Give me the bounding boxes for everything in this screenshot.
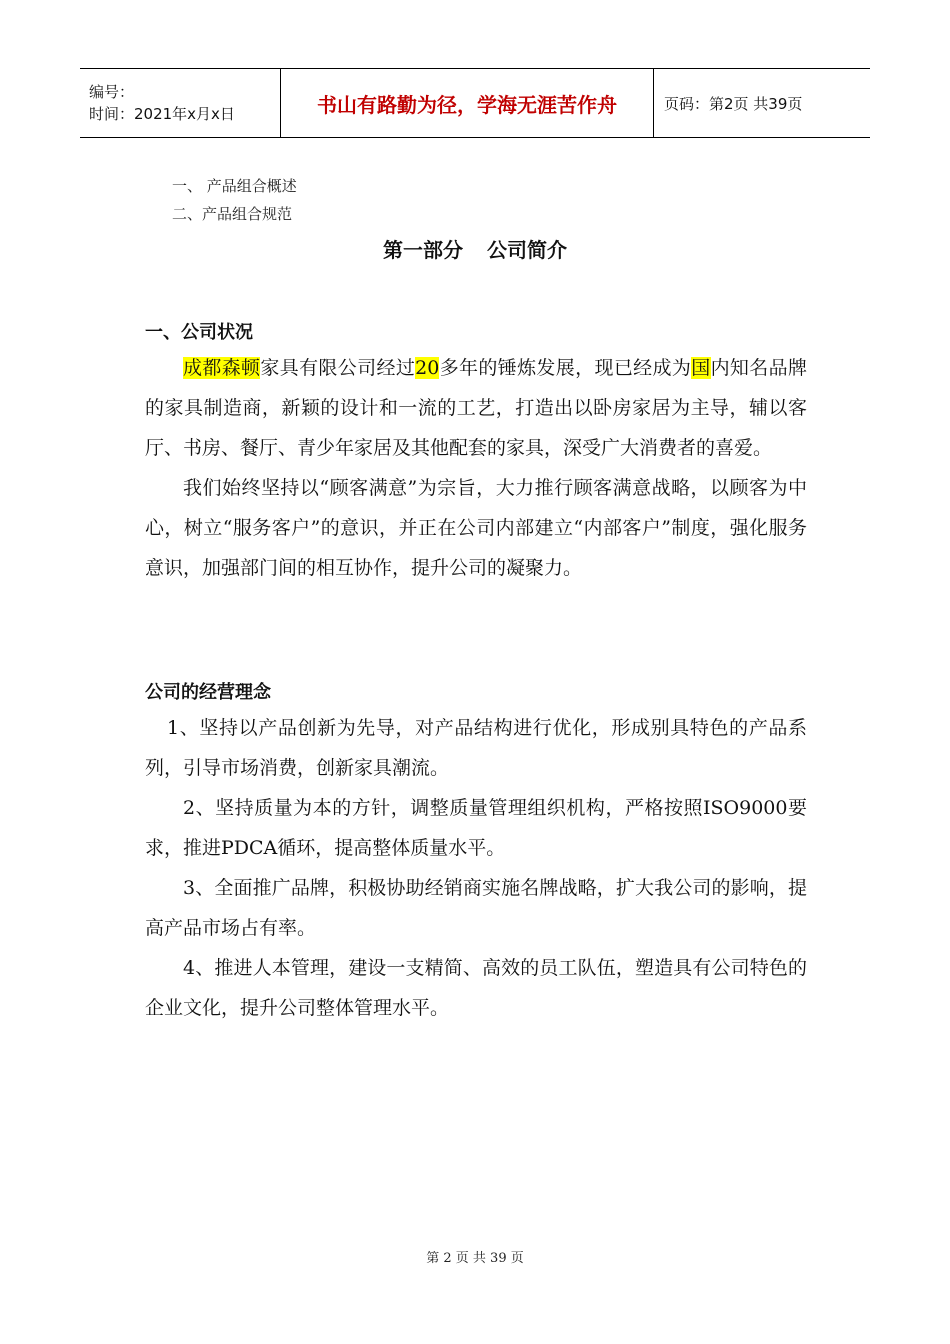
philosophy-list [145,708,807,1028]
paragraph-customer: 我们始终坚持以“顾客满意”为宗旨，大力推行顾客满意战略，以顾客为中心，树立“服务客户”的意识，并正在公司内部建立“内部客户”制度，强化服务意识，加强部门间的相互协作，提升公司的凝聚力。 [145,477,807,579]
highlight-company-name: 成都森顿 [183,357,261,379]
highlight-years: 20 [415,357,440,379]
philosophy-item: 3、全面推广品牌，积极协助经销商实施名牌战略，扩大我公司的影响，提高产品市场占有率。 [145,877,807,939]
document-header [80,68,870,138]
section-heading-status: 一、公司状况 [145,322,253,343]
section-heading-philosophy: 公司的经营理念 [145,682,271,703]
header-motto [281,69,654,137]
intro-text-3: 内知名品牌的家具制造商，新颖的设计和一流的工艺，打造出以卧房家居为主导，辅以客厅、书房、餐厅、青少年家居及其他配套的家具，深受广大消费者的喜爱。 [145,357,807,459]
paragraph-intro [145,348,807,468]
part-name: 公司简介 [487,238,567,262]
page-info-text: 页码：第2页 共39页 [664,94,803,113]
highlight-char: 国 [691,357,711,379]
motto-text: 书山有路勤为径，学海无涯苦作舟 [317,92,617,117]
part-number: 第一部分 [383,238,463,262]
time-label: 时间：2021年x月x日 [89,105,235,123]
number-label: 编号： [89,83,135,101]
philosophy-item: 1、坚持以产品创新为先导，对产品结构进行优化，形成别具特色的产品系列，引导市场消费，创新家具潮流。 [145,717,807,779]
intro-text-1: 家具有限公司经过 [260,357,416,379]
company-status-text [145,348,807,588]
page-footer: 第 2 页 共 39 页 [426,1251,524,1266]
header-page-info [654,69,870,137]
toc-item-1: 一、 产品组合概述 [172,177,297,195]
philosophy-item: 2、坚持质量为本的方针，调整质量管理组织机构，严格按照ISO9000要求，推进PDCA循环，提高整体质量水平。 [145,797,807,859]
intro-text-2: 多年的锤炼发展，现已经成为 [439,357,692,379]
header-meta [80,69,281,137]
toc-item-2: 二、产品组合规范 [172,205,293,223]
philosophy-item: 4、推进人本管理，建设一支精简、高效的员工队伍，塑造具有公司特色的企业文化，提升公司整体管理水平。 [145,957,807,1019]
part-title [0,234,950,263]
